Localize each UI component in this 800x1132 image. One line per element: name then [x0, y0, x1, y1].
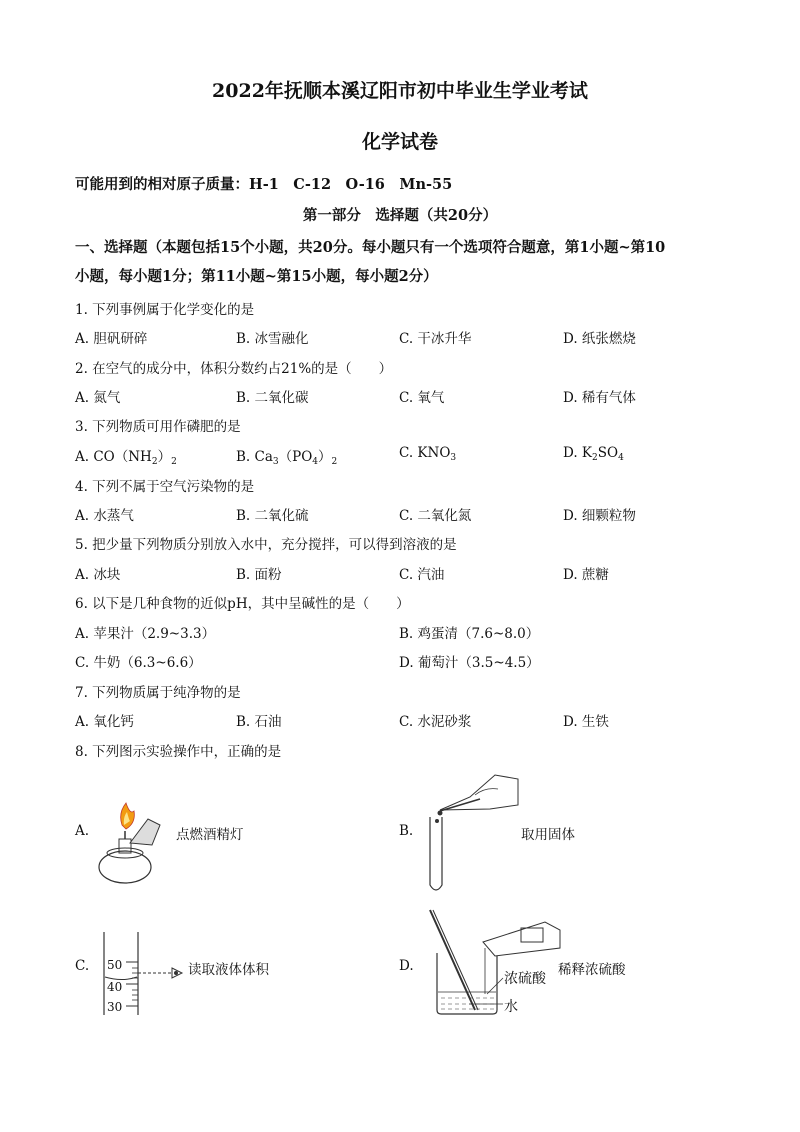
dilute-acid-figure	[425, 908, 565, 1018]
question-stem: 7. 下列物质属于纯净物的是	[75, 685, 241, 701]
option-c: C. $KNO_3$	[399, 445, 457, 463]
alcohol-lamp-lighting-figure	[90, 795, 175, 890]
option-c: C. 干冰升华	[399, 331, 472, 347]
acid-label: 浓硫酸	[504, 971, 546, 987]
subject-title: 化学试卷	[361, 131, 438, 153]
option-d: D. 生铁	[563, 714, 609, 730]
option-a: A. $CO(NH_2)_2$	[75, 449, 177, 467]
option-a: A. 氧化钙	[75, 714, 134, 730]
section-instruction-line2: 小题，每小题1分；第11小题~第15小题，每小题2分）	[75, 268, 438, 285]
water-label: 水	[504, 999, 518, 1015]
tick-30: 30	[107, 1000, 123, 1014]
option-c: C. 汽油	[399, 567, 445, 583]
option-b: B. $Ca_3(PO_4)_2$	[236, 449, 338, 467]
figure-a-caption: 点燃酒精灯	[176, 827, 244, 843]
option-c: C. 二氧化氮	[399, 508, 472, 524]
atomic-masses: 可能用到的相对原子质量：H-1 C-12 O-16 Mn-55	[75, 176, 453, 193]
figure-b-caption: 取用固体	[521, 827, 575, 843]
figure-b-letter: B.	[399, 823, 414, 839]
option-d: D. 葡萄汁（3.5~4.5）	[399, 655, 540, 671]
question-stem: 8. 下列图示实验操作中，正确的是	[75, 744, 282, 760]
option-c: C. 氧气	[399, 390, 445, 406]
option-b: B. 鸡蛋清（7.6~8.0）	[399, 626, 540, 642]
option-b: B. 冰雪融化	[236, 331, 309, 347]
take-solid-figure	[420, 765, 520, 900]
tick-40: 40	[107, 980, 123, 994]
figure-d-letter: D.	[399, 958, 414, 974]
question-stem: 1. 下列事例属于化学变化的是	[75, 302, 255, 318]
question-stem: 2. 在空气的成分中，体积分数约占21%的是（ ）	[75, 361, 393, 377]
option-a: A. 水蒸气	[75, 508, 134, 524]
question-stem: 4. 下列不属于空气污染物的是	[75, 479, 255, 495]
figure-c-caption: 读取液体体积	[188, 962, 269, 978]
option-d: D. 细颗粒物	[563, 508, 636, 524]
tick-50: 50	[107, 958, 123, 972]
question-stem: 5. 把少量下列物质分别放入水中，充分搅拌，可以得到溶液的是	[75, 537, 457, 553]
option-d: D. $K_2SO_4$	[563, 445, 624, 463]
option-c: C. 水泥砂浆	[399, 714, 472, 730]
figure-c-letter: C.	[75, 958, 90, 974]
option-a: A. 胆矾研碎	[75, 331, 148, 347]
option-d: D. 纸张燃烧	[563, 331, 636, 347]
option-c: C. 牛奶（6.3~6.6）	[75, 655, 202, 671]
question-stem: 3. 下列物质可用作磷肥的是	[75, 419, 241, 435]
exam-title: 2022年抚顺本溪辽阳市初中毕业生学业考试	[212, 80, 588, 102]
option-d: D. 蔗糖	[563, 567, 609, 583]
option-b: B. 二氧化硫	[236, 508, 309, 524]
option-a: A. 冰块	[75, 567, 121, 583]
section-instruction-line1: 一、选择题（本题包括15个小题，共20分。每小题只有一个选项符合题意，第1小题~第10	[75, 239, 666, 256]
question-stem: 6. 以下是几种食物的近似pH，其中呈碱性的是（ ）	[75, 596, 410, 612]
figure-d-caption: 稀释浓硫酸	[558, 962, 626, 978]
option-b: B. 石油	[236, 714, 282, 730]
option-b: B. 二氧化碳	[236, 390, 309, 406]
option-d: D. 稀有气体	[563, 390, 636, 406]
part-title: 第一部分 选择题（共20分）	[302, 207, 498, 224]
option-a: A. 苹果汁（2.9~3.3）	[75, 626, 216, 642]
option-b: B. 面粉	[236, 567, 282, 583]
figure-a-letter: A.	[75, 823, 90, 839]
option-a: A. 氮气	[75, 390, 121, 406]
